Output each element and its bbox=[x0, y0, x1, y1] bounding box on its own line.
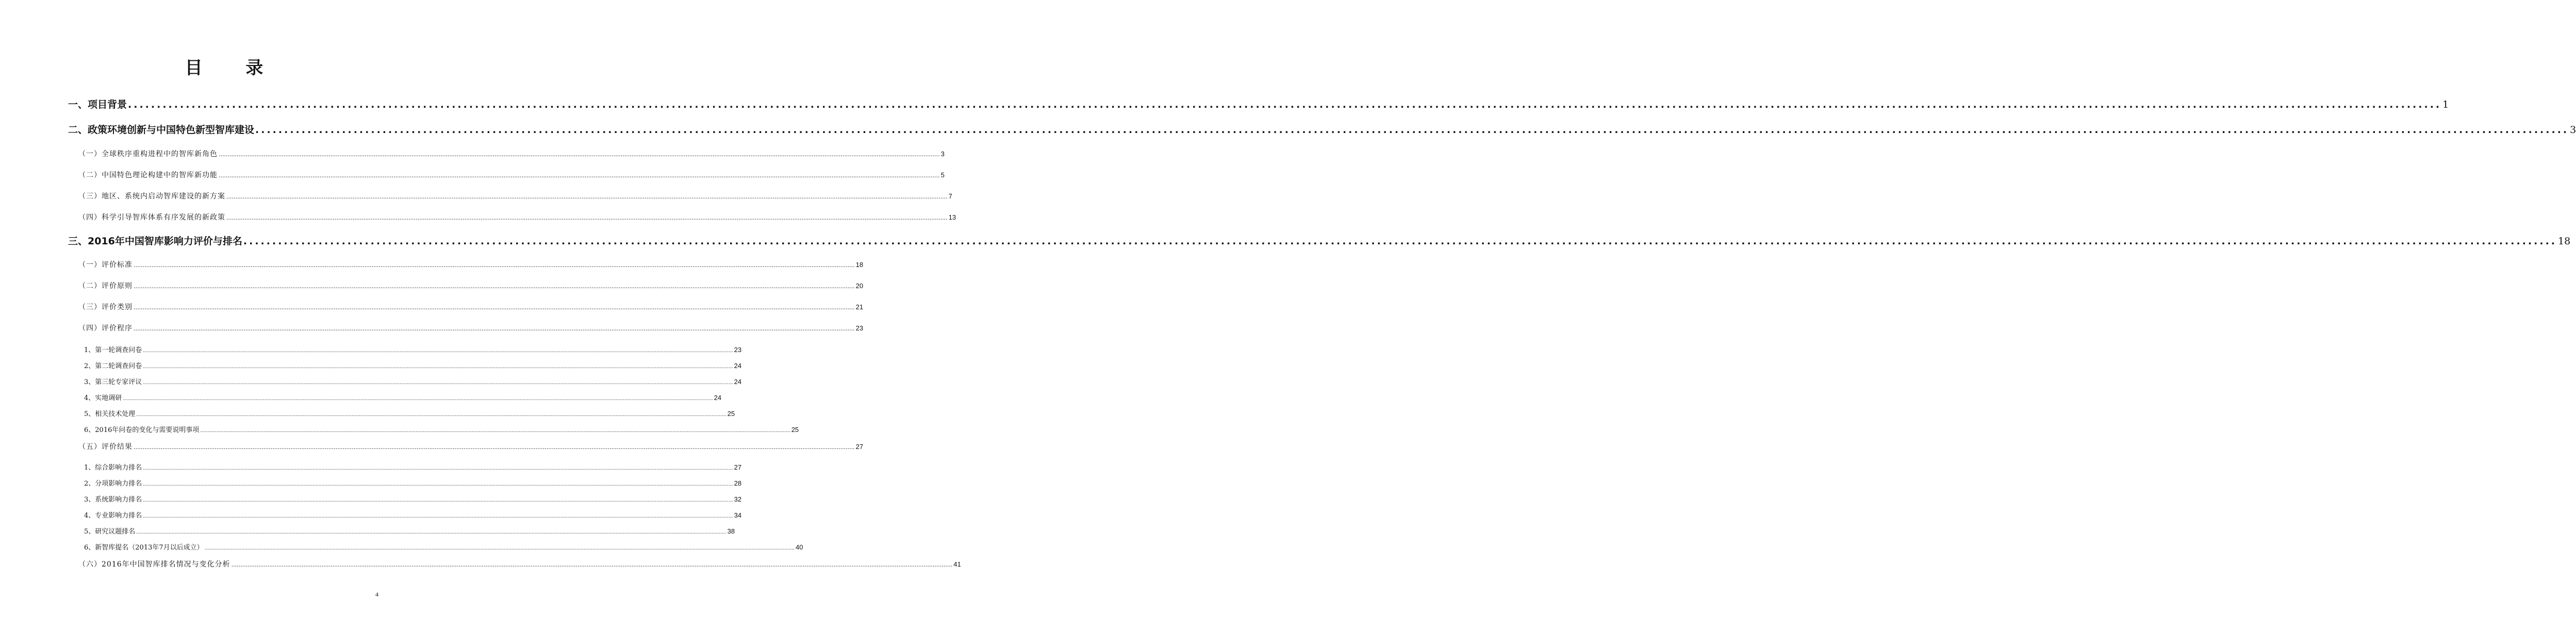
toc-leader-dots: ................................................................................................................................................................................................................................................................................................................................................................................................................ bbox=[134, 325, 855, 332]
toc-leader-dots: ................................................................................................................................................................................................................................................................................................................................................................................................................ bbox=[136, 412, 726, 418]
toc-entry[interactable] bbox=[84, 478, 742, 488]
toc-entry-label: 3、第三轮专家评议 bbox=[84, 378, 142, 386]
toc-entry[interactable] bbox=[78, 280, 864, 291]
toc-entry-label: （一）全球秩序重构进程中的智库新角色 bbox=[78, 150, 218, 158]
toc-entry[interactable] bbox=[78, 259, 864, 270]
toc-entry-page: 41 bbox=[953, 560, 961, 568]
page-number: 4 bbox=[375, 591, 378, 598]
toc-entry-label: 5、相关技术处理 bbox=[84, 410, 136, 418]
toc-entry-label: 6、2016年问卷的变化与需要说明事项 bbox=[84, 426, 200, 434]
toc-entry[interactable] bbox=[78, 170, 945, 180]
toc-entry-label: 1、第一轮调查问卷 bbox=[84, 346, 142, 354]
toc-leader-dots: ................................................................................................................................................................................................................................................................................................................................................................................................................ bbox=[143, 482, 733, 487]
toc-entry-label: （四）科学引导智库体系有序发展的新政策 bbox=[78, 213, 225, 222]
toc-entry-label: 4、实地调研 bbox=[84, 394, 122, 402]
toc-entry-page: 34 bbox=[734, 511, 742, 519]
toc-entry-page: 24 bbox=[734, 362, 742, 370]
toc-entry-page: 24 bbox=[734, 378, 742, 386]
toc-entry-page: 25 bbox=[791, 426, 799, 434]
toc-leader-dots: ................................................................................................................................................................................................................................................................................................................................................................................................................ bbox=[143, 466, 733, 471]
toc-entry-page: 3 bbox=[2570, 124, 2576, 136]
toc-entry-page: 5 bbox=[940, 171, 945, 179]
toc-entry[interactable] bbox=[84, 424, 799, 434]
toc-entry[interactable] bbox=[84, 344, 742, 354]
toc-leader-dots: ................................................................................................................................................................................................................................................................................................................................................................................................................ bbox=[134, 262, 855, 269]
toc-leader-dots: ................................................................................................................................................................................................................................................................................................................................................................................................................ bbox=[255, 124, 2569, 136]
toc-entry-page: 27 bbox=[855, 443, 864, 451]
toc-entry-page: 7 bbox=[948, 192, 952, 200]
toc-leader-dots: ................................................................................................................................................................................................................................................................................................................................................................................................................ bbox=[143, 364, 733, 370]
toc-entry[interactable] bbox=[84, 542, 803, 552]
toc-leader-dots: ................................................................................................................................................................................................................................................................................................................................................................................................................ bbox=[134, 444, 855, 451]
toc-leader-dots: ................................................................................................................................................................................................................................................................................................................................................................................................................ bbox=[128, 99, 2442, 110]
toc-entry-page: 24 bbox=[714, 394, 722, 402]
toc-entry[interactable] bbox=[68, 234, 2571, 247]
toc-entry-page: 20 bbox=[855, 282, 864, 290]
toc-entry-label: （三）地区、系统内启动智库建设的新方案 bbox=[78, 192, 225, 201]
toc-entry-label: （二）中国特色理论构建中的智库新功能 bbox=[78, 171, 218, 179]
toc-entry-page: 21 bbox=[855, 303, 864, 311]
toc-entry-label: （三）评价类别 bbox=[78, 303, 133, 311]
toc-entry[interactable] bbox=[78, 302, 864, 312]
toc-leader-dots: ................................................................................................................................................................................................................................................................................................................................................................................................................ bbox=[136, 530, 726, 535]
toc-leader-dots: ................................................................................................................................................................................................................................................................................................................................................................................................................ bbox=[143, 380, 733, 386]
toc-entry-page: 40 bbox=[795, 543, 803, 551]
toc-entry-label: 2、分项影响力排名 bbox=[84, 480, 142, 488]
toc-leader-dots: ................................................................................................................................................................................................................................................................................................................................................................................................................ bbox=[243, 236, 2557, 247]
toc-title: 目 录 bbox=[185, 58, 282, 78]
toc-leader-dots: ................................................................................................................................................................................................................................................................................................................................................................................................................ bbox=[231, 561, 953, 568]
toc-leader-dots: ................................................................................................................................................................................................................................................................................................................................................................................................................ bbox=[204, 546, 795, 551]
toc-entry-label: （二）评价原则 bbox=[78, 282, 133, 290]
toc-entry[interactable] bbox=[78, 441, 864, 452]
toc-entry-page: 1 bbox=[2442, 99, 2449, 110]
toc-entry-page: 3 bbox=[940, 150, 945, 158]
toc-entry-page: 25 bbox=[727, 410, 735, 418]
toc-entry-label: （六）2016年中国智库排名情况与变化分析 bbox=[78, 560, 230, 569]
toc-entry[interactable] bbox=[84, 526, 735, 536]
toc-entry[interactable] bbox=[68, 97, 2449, 111]
toc-entry-label: （四）评价程序 bbox=[78, 324, 133, 332]
toc-entry-label: 三、2016年中国智库影响力评价与排名 bbox=[68, 236, 242, 247]
toc-entry-label: 5、研究议题排名 bbox=[84, 528, 136, 536]
toc-entry[interactable] bbox=[78, 191, 952, 201]
toc-entry-page: 27 bbox=[734, 463, 742, 471]
toc-entry-page: 18 bbox=[2558, 236, 2571, 247]
toc-entry[interactable] bbox=[84, 408, 735, 418]
toc-entry-label: 3、系统影响力排名 bbox=[84, 496, 142, 504]
toc-leader-dots: ................................................................................................................................................................................................................................................................................................................................................................................................................ bbox=[134, 283, 855, 290]
toc-entry-label: 2、第二轮调查问卷 bbox=[84, 362, 142, 370]
toc-entry-label: （五）评价结果 bbox=[78, 443, 133, 451]
toc-entry[interactable] bbox=[84, 376, 742, 386]
toc-entry[interactable] bbox=[84, 392, 722, 402]
toc-entry-page: 28 bbox=[734, 479, 742, 487]
toc-entry-page: 18 bbox=[855, 261, 864, 269]
toc-entry-label: 4、专业影响力排名 bbox=[84, 512, 142, 520]
toc-entry[interactable] bbox=[78, 323, 864, 333]
toc-entry-page: 13 bbox=[948, 213, 956, 221]
toc-entry[interactable] bbox=[78, 148, 945, 159]
toc-entry-page: 23 bbox=[734, 346, 742, 354]
toc-entry[interactable] bbox=[84, 360, 742, 370]
toc-entry[interactable] bbox=[84, 494, 742, 504]
toc-entry-label: （一）评价标准 bbox=[78, 261, 133, 269]
toc-entry[interactable] bbox=[78, 559, 961, 569]
toc-entry-label: 6、新智库提名（2013年7月以后成立） bbox=[84, 544, 204, 552]
toc-entry-page: 32 bbox=[734, 495, 742, 503]
toc-entry[interactable] bbox=[78, 212, 956, 222]
toc-entry[interactable] bbox=[68, 122, 2576, 136]
toc-entry-label: 1、综合影响力排名 bbox=[84, 464, 142, 472]
toc-leader-dots: ................................................................................................................................................................................................................................................................................................................................................................................................................ bbox=[143, 348, 733, 354]
toc-leader-dots: ................................................................................................................................................................................................................................................................................................................................................................................................................ bbox=[219, 172, 940, 179]
toc-leader-dots: ................................................................................................................................................................................................................................................................................................................................................................................................................ bbox=[226, 193, 948, 200]
toc-leader-dots: ................................................................................................................................................................................................................................................................................................................................................................................................................ bbox=[226, 214, 948, 221]
toc-entry-label: 二、政策环境创新与中国特色新型智库建设 bbox=[68, 124, 255, 136]
toc-entry-page: 23 bbox=[855, 324, 864, 332]
toc-leader-dots: ................................................................................................................................................................................................................................................................................................................................................................................................................ bbox=[143, 514, 733, 519]
toc-leader-dots: ................................................................................................................................................................................................................................................................................................................................................................................................................ bbox=[123, 396, 713, 402]
toc-leader-dots: ................................................................................................................................................................................................................................................................................................................................................................................................................ bbox=[143, 498, 733, 503]
toc-leader-dots: ................................................................................................................................................................................................................................................................................................................................................................................................................ bbox=[200, 428, 790, 434]
toc-leader-dots: ................................................................................................................................................................................................................................................................................................................................................................................................................ bbox=[219, 151, 940, 158]
toc-entry[interactable] bbox=[84, 510, 742, 520]
toc-leader-dots: ................................................................................................................................................................................................................................................................................................................................................................................................................ bbox=[134, 304, 855, 311]
toc-entry[interactable] bbox=[84, 462, 742, 472]
toc-entry-label: 一、项目背景 bbox=[68, 99, 127, 110]
toc-entry-page: 38 bbox=[727, 527, 735, 535]
